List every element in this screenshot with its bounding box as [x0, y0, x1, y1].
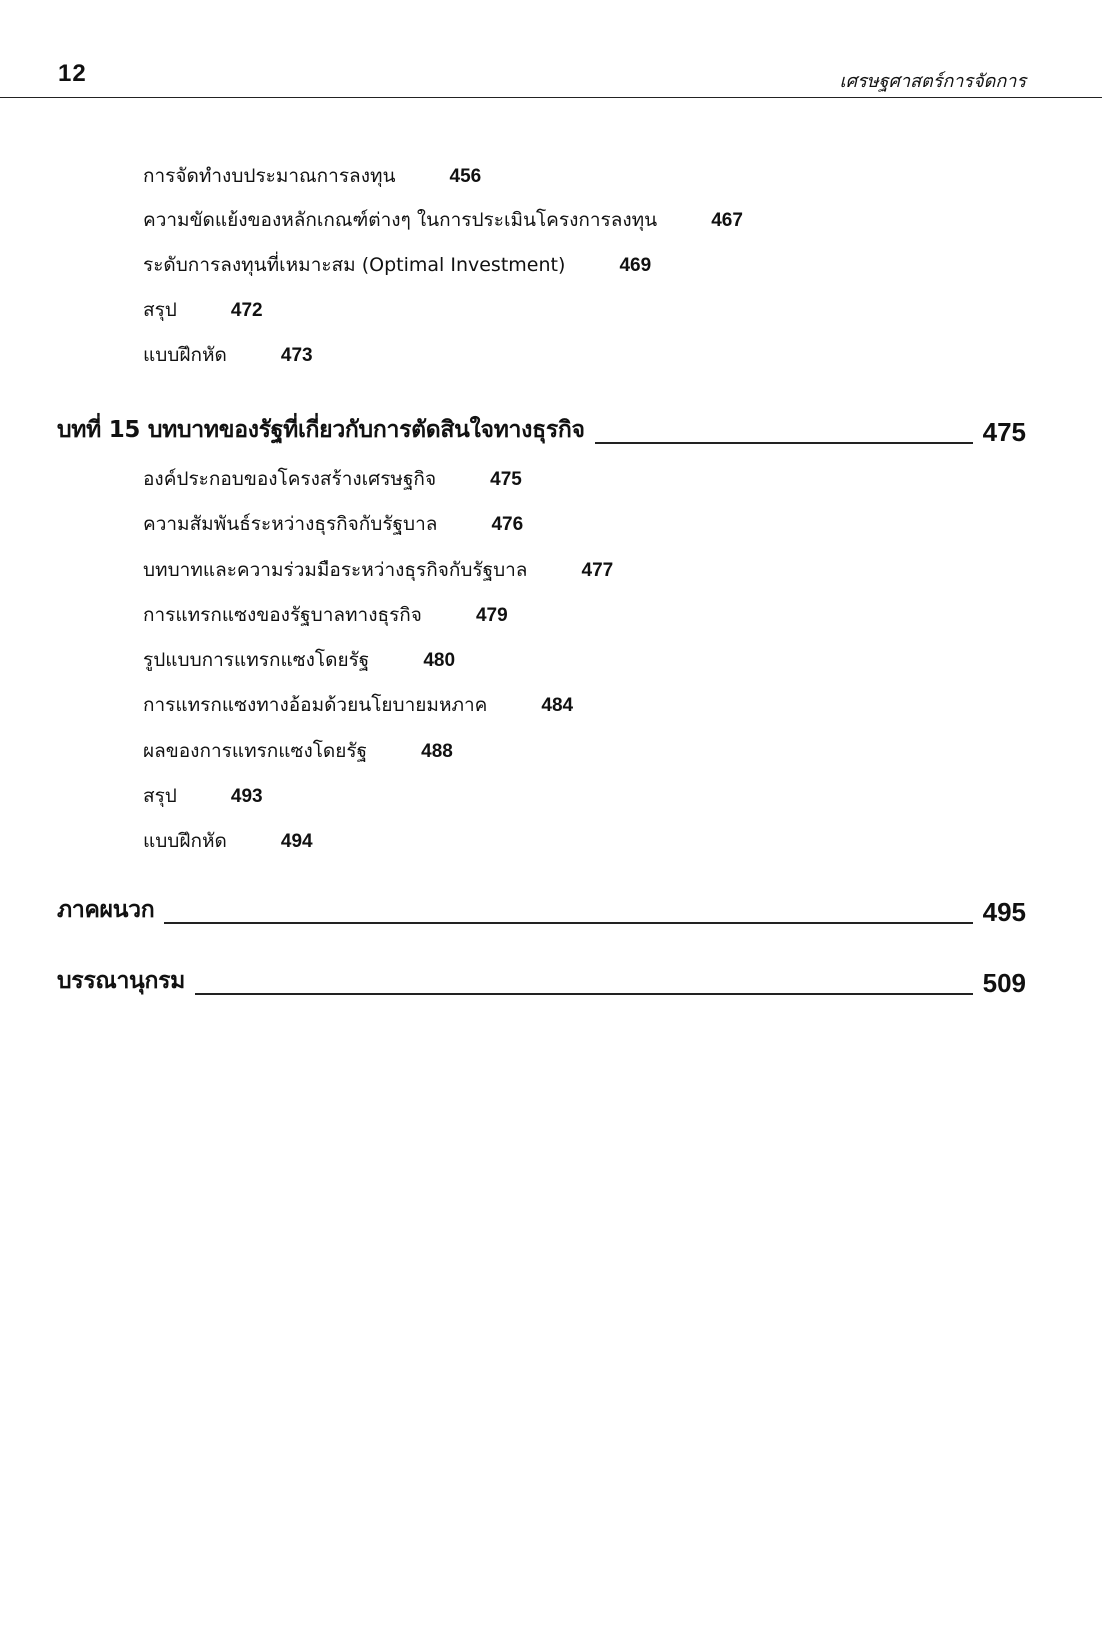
toc-entry-page: 488: [421, 741, 453, 762]
toc-entry-title: การแทรกแซงทางอ้อมด้วยนโยบายมหภาค: [143, 694, 488, 716]
toc-entry-title: องค์ประกอบของโครงสร้างเศรษฐกิจ: [143, 468, 437, 490]
toc-entry-page: 479: [475, 605, 508, 626]
toc-entry-page: 476: [491, 514, 524, 535]
header-divider: [0, 97, 1102, 98]
leader-line: [195, 993, 973, 995]
toc-entry: [143, 828, 313, 855]
toc-bibliography-heading: [57, 963, 1026, 999]
toc-entry-title: ผลของการแทรกแซงโดยรัฐ: [143, 740, 368, 762]
toc-entry: [143, 647, 455, 674]
toc-entry-title: การจัดทำงบประมาณการลงทุน: [143, 165, 396, 187]
toc-entry: [143, 252, 651, 279]
toc-entry: [143, 602, 508, 629]
leader-line: [595, 442, 973, 444]
toc-entry: [143, 557, 613, 584]
toc-entry-title: แบบฝึกหัด: [143, 830, 227, 852]
toc-entry: [143, 466, 522, 493]
toc-entry-page: 484: [541, 695, 574, 716]
bibliography-page: 509: [982, 968, 1026, 998]
bibliography-title: บรรณานุกรม: [57, 968, 186, 994]
toc-entry-page: 467: [711, 210, 743, 231]
appendix-title: ภาคผนวก: [57, 897, 155, 923]
toc-appendix-heading: [57, 892, 1026, 928]
toc-entry-title: ความขัดแย้งของหลักเกณฑ์ต่างๆ ในการประเมินโครงการลงทุน: [143, 209, 658, 231]
page-number: 12: [58, 60, 87, 87]
toc-entry-page: 473: [280, 345, 313, 366]
toc-entry-page: 480: [423, 650, 456, 671]
toc-entry-title: สรุป: [143, 299, 177, 321]
toc-entry-title: รูปแบบการแทรกแซงโดยรัฐ: [143, 649, 370, 671]
toc-chapter-heading: [57, 412, 1026, 448]
chapter-page: 475: [982, 417, 1026, 447]
toc-entry-title: ระดับการลงทุนที่เหมาะสม (Optimal Investment): [143, 254, 566, 276]
toc-entry-page: 493: [230, 786, 263, 807]
toc-entry-page: 494: [280, 831, 313, 852]
toc-entry-page: 456: [449, 166, 482, 187]
toc-entry-title: การแทรกแซงของรัฐบาลทางธุรกิจ: [143, 604, 422, 626]
appendix-page: 495: [982, 897, 1026, 927]
toc-entry-page: 469: [619, 255, 652, 276]
toc-entry: [143, 738, 453, 765]
toc-entry-title: สรุป: [143, 785, 177, 807]
chapter-title: บทที่ 15 บทบาทของรัฐที่เกี่ยวกับการตัดสินใจทางธุรกิจ: [57, 417, 585, 443]
toc-entry-title: แบบฝึกหัด: [143, 344, 227, 366]
toc-entry: [143, 207, 743, 234]
toc-entry-page: 472: [230, 300, 263, 321]
toc-entry: [143, 297, 263, 324]
toc-entry: [143, 163, 481, 190]
toc-entry-page: 475: [490, 469, 522, 490]
toc-entry: [143, 342, 313, 369]
toc-entry-title: ความสัมพันธ์ระหว่างธุรกิจกับรัฐบาล: [143, 513, 438, 535]
toc-entry-title: บทบาทและความร่วมมือระหว่างธุรกิจกับรัฐบาล: [143, 559, 528, 581]
toc-entry-page: 477: [581, 560, 614, 581]
leader-line: [164, 922, 972, 924]
toc-entry: [143, 783, 263, 810]
running-title: เศรษฐศาสตร์การจัดการ: [839, 71, 1026, 92]
toc-entry: [143, 511, 523, 538]
toc-entry: [143, 692, 573, 719]
